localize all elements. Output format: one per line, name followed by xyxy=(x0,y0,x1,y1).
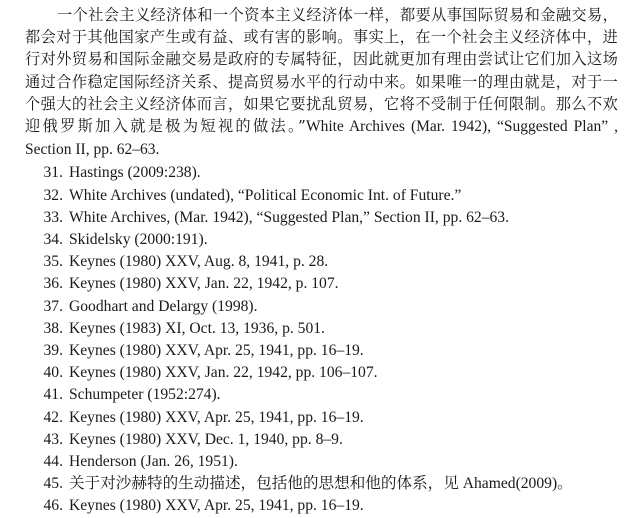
endnote-text: Keynes (1980) XXV, Dec. 1, 1940, pp. 8–9. xyxy=(69,430,343,448)
paragraph-text: 一个社会主义经济体和一个资本主义经济体一样，都要从事国际贸易和金融交易，都会对于其他国家产生或有益、或有害的影响。事实上，在一个社会主义经济体中，进行对外贸易和国际金融交易是政府的专属特征，因此就更加有理由尝试让它们加入这场通过合作稳定国际经济关系、提高贸易水平的行动中来。如果唯一的理由就是，对于一个强大的社会主义经济体而言，如果它要扰乱贸易，它将不受制于任何限制。那么不欢迎俄罗斯加入就是极为短视的做法。” xyxy=(25,6,618,136)
endnote-item xyxy=(25,207,618,229)
endnote-number: 31. xyxy=(43,164,63,182)
endnote-item xyxy=(25,229,618,251)
endnote-text: Keynes (1980) XXV, Jan. 22, 1942, pp. 106–107. xyxy=(69,364,378,382)
quoted-paragraph xyxy=(25,4,618,161)
endnote-number: 37. xyxy=(43,297,63,315)
endnote-number: 36. xyxy=(43,275,63,293)
endnote-number: 40. xyxy=(43,364,63,382)
endnote-text: Keynes (1980) XXV, Apr. 25, 1941, pp. 16–19. xyxy=(69,408,364,426)
endnote-item xyxy=(25,473,618,495)
endnote-item xyxy=(25,185,618,207)
endnote-number: 44. xyxy=(43,453,63,471)
endnote-item xyxy=(25,318,618,340)
endnote-text: Goodhart and Delargy (1998). xyxy=(69,297,258,315)
endnote-text: Keynes (1980) XXV, Apr. 25, 1941, pp. 16–19. xyxy=(69,497,364,515)
endnote-number: 46. xyxy=(43,497,63,515)
endnote-text: Keynes (1980) XXV, Aug. 8, 1941, p. 28. xyxy=(69,253,329,271)
endnote-item xyxy=(25,162,618,184)
endnote-number: 43. xyxy=(43,430,63,448)
endnote-number: 35. xyxy=(43,253,63,271)
endnote-text: Schumpeter (1952:274). xyxy=(69,386,221,404)
endnote-item xyxy=(25,495,618,517)
endnote-number: 39. xyxy=(43,342,63,360)
endnote-text: White Archives (undated), “Political Economic Int. of Future.” xyxy=(69,186,462,204)
endnote-text: Keynes (1983) XI, Oct. 13, 1936, p. 501. xyxy=(69,319,325,337)
endnote-text: White Archives, (Mar. 1942), “Suggested Plan,” Section II, pp. 62–63. xyxy=(69,208,510,226)
endnote-text: Keynes (1980) XXV, Apr. 25, 1941, pp. 16–19. xyxy=(69,342,364,360)
endnote-number: 41. xyxy=(43,386,63,404)
endnote-item xyxy=(25,251,618,273)
paragraph-citation: White Archives (Mar. 1942), “Suggested Plan” , Section II, pp. 62–63. xyxy=(25,118,618,159)
endnote-text: Skidelsky (2000:191). xyxy=(69,231,208,249)
endnotes-list xyxy=(25,162,618,517)
endnote-item xyxy=(25,296,618,318)
endnote-number: 38. xyxy=(43,319,63,337)
endnote-number: 32. xyxy=(43,186,63,204)
endnote-text: Henderson (Jan. 26, 1951). xyxy=(69,453,238,471)
endnote-number: 42. xyxy=(43,408,63,426)
endnote-item xyxy=(25,340,618,362)
endnote-item xyxy=(25,384,618,406)
endnote-number: 33. xyxy=(43,208,63,226)
endnote-text: 关于对沙赫特的生动描述，包括他的思想和他的体系，见 Ahamed(2009)。 xyxy=(69,475,573,493)
endnote-text: Hastings (2009:238). xyxy=(69,164,201,182)
endnote-item xyxy=(25,362,618,384)
endnote-item xyxy=(25,407,618,429)
endnote-item xyxy=(25,429,618,451)
endnote-item xyxy=(25,273,618,295)
endnote-number: 34. xyxy=(43,231,63,249)
endnote-text: Keynes (1980) XXV, Jan. 22, 1942, p. 107. xyxy=(69,275,339,293)
endnote-number: 45. xyxy=(43,475,63,493)
endnote-item xyxy=(25,451,618,473)
